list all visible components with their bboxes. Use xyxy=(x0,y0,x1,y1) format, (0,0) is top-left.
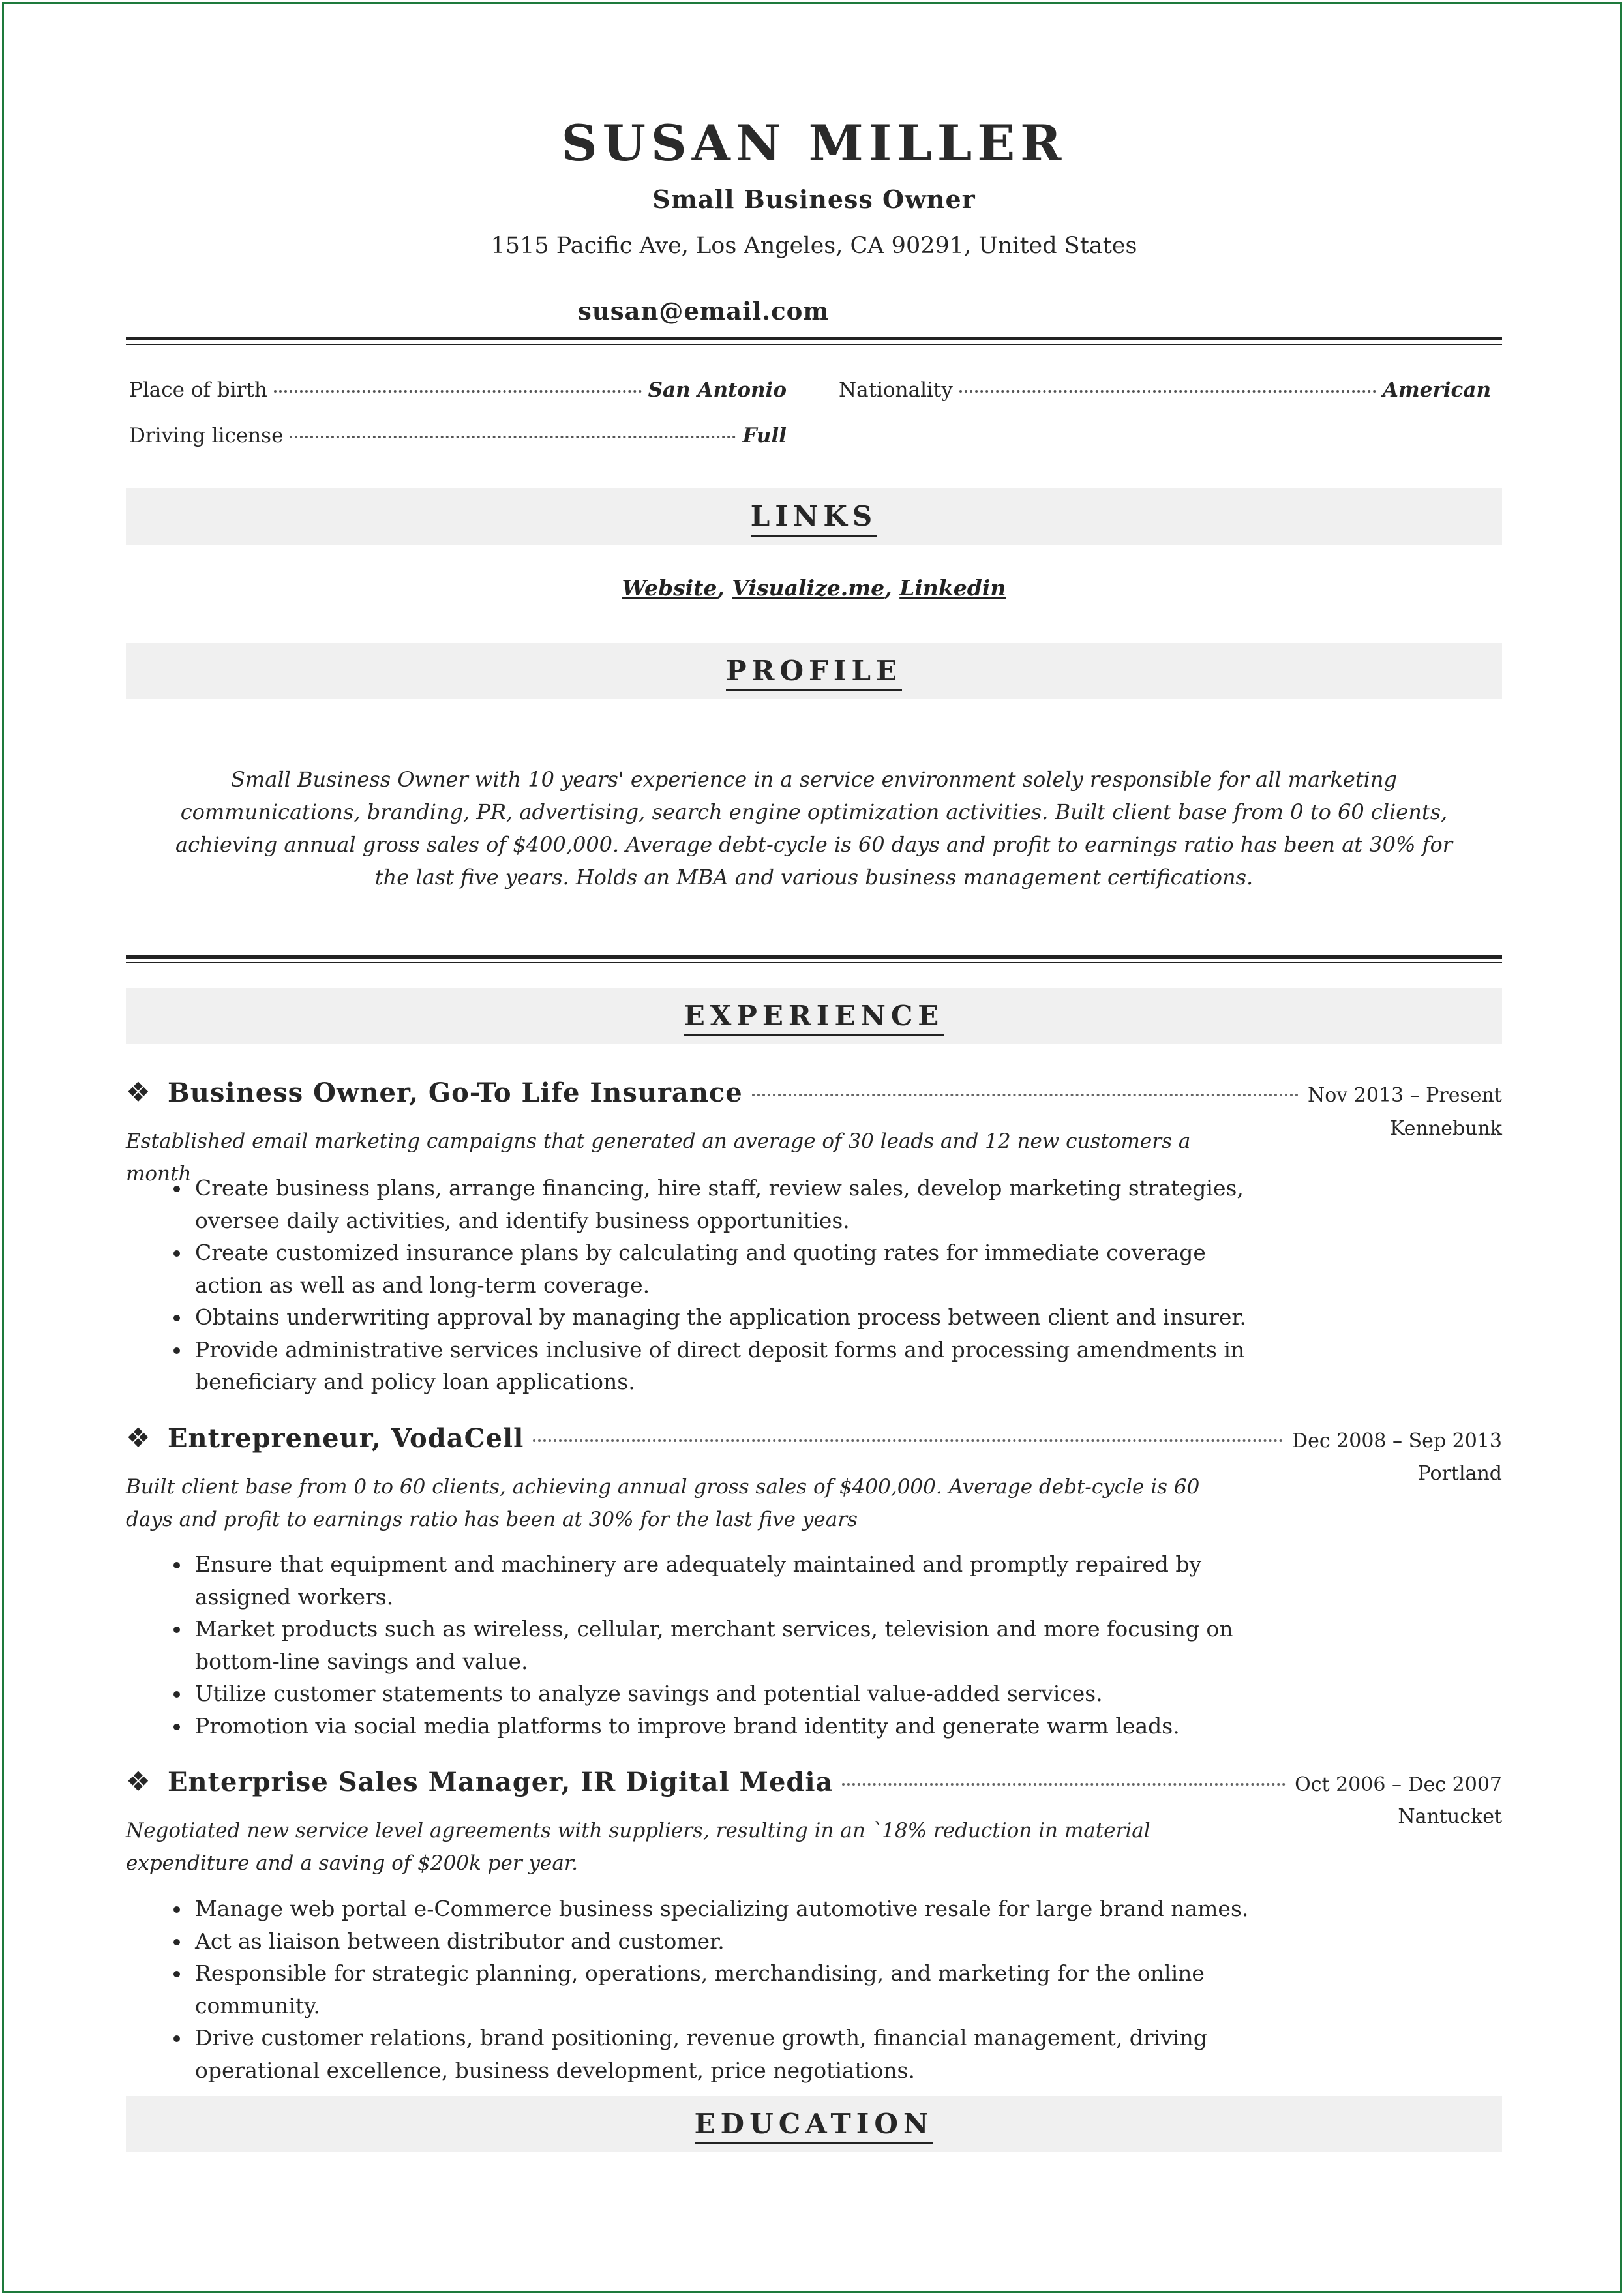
job-location: Nantucket xyxy=(1398,1805,1502,1828)
list-item: • Promotion via social media platforms to improve brand identity and generate warm leads. xyxy=(191,1710,1261,1743)
dot-leader xyxy=(959,390,1376,393)
list-item: • Manage web portal e-Commerce business specializing automotive resale for large brand names. xyxy=(191,1893,1261,1925)
education-section-header xyxy=(126,2096,1502,2152)
list-item: • Responsible for strategic planning, operations, merchandising, and marketing for the online community. xyxy=(191,1957,1261,2022)
profile-heading: PROFILE xyxy=(726,655,902,691)
dot-leader xyxy=(842,1783,1286,1786)
dot-leader xyxy=(290,436,736,438)
job-header xyxy=(126,1422,1502,1454)
job-location: Portland xyxy=(1417,1462,1502,1485)
job-dates: Oct 2006 – Dec 2007 xyxy=(1295,1773,1502,1796)
driving-license-value: Full xyxy=(742,424,787,447)
job-summary: Built client base from 0 to 60 clients, achieving annual gross sales of $400,000. Average debt-cycle is 60 days and profit to earnings ratio has been at 30% for the last five years xyxy=(126,1475,1200,1531)
diamond-bullet-icon: ❖ xyxy=(126,1076,151,1108)
job-summary: Established email marketing campaigns that generated an average of 30 leads and 12 new customers a month xyxy=(126,1130,1191,1186)
experience-heading: EXPERIENCE xyxy=(684,1000,944,1036)
link-separator: , xyxy=(884,575,892,601)
diamond-bullet-icon: ❖ xyxy=(126,1765,151,1797)
list-item: • Create business plans, arrange financing, hire staff, review sales, develop marketing strategies, oversee daily activities, and identify business opportunities. xyxy=(191,1172,1261,1237)
links-section-header xyxy=(126,488,1502,545)
visualize-me-link[interactable]: Visualize.me xyxy=(732,575,885,601)
place-of-birth-label: Place of birth xyxy=(129,378,267,402)
dot-leader xyxy=(752,1094,1299,1096)
list-item: • Ensure that equipment and machinery are adequately maintained and promptly repaired by assigned workers. xyxy=(191,1548,1261,1613)
job-bullets xyxy=(165,1172,1261,1398)
nationality-row xyxy=(839,378,1491,402)
link-separator: , xyxy=(717,575,725,601)
email[interactable]: susan@email.com xyxy=(578,297,830,325)
linkedin-link[interactable]: Linkedin xyxy=(899,575,1006,601)
job-header xyxy=(126,1765,1502,1797)
job-title-company: Enterprise Sales Manager, IR Digital Media xyxy=(168,1767,834,1797)
list-item: • Obtains underwriting approval by managing the application process between client and insurer. xyxy=(191,1301,1261,1334)
nationality-value: American xyxy=(1382,378,1491,402)
list-item: • Create customized insurance plans by calculating and quoting rates for immediate coverage action as well as and long-term coverage. xyxy=(191,1237,1261,1301)
list-item: • Act as liaison between distributor and customer. xyxy=(191,1925,1261,1958)
job-bullets xyxy=(165,1893,1261,2086)
job-title: Small Business Owner xyxy=(652,185,976,214)
job-bullets xyxy=(165,1548,1261,1742)
links-list xyxy=(126,575,1502,601)
list-item: • Drive customer relations, brand positioning, revenue growth, financial management, driving operational excellence, business development, price negotiations. xyxy=(191,2022,1261,2086)
driving-license-row xyxy=(129,424,787,447)
education-heading: EDUCATION xyxy=(695,2108,934,2144)
profile-text: Small Business Owner with 10 years' experience in a service environment solely responsible for all marketing communications, branding, PR, advertising, search engine optimization activities. Built client base from 0 to 60 clients, achieving annual gross sales of $400,000. Average debt-cycle is 60 days and profit to earnings ratio has been at 30% for the last five years. Holds an MBA and various business management certifications. xyxy=(175,767,1453,890)
place-of-birth-row xyxy=(129,378,787,402)
diamond-bullet-icon: ❖ xyxy=(126,1422,151,1454)
header-divider xyxy=(126,337,1502,345)
job-title-company: Entrepreneur, VodaCell xyxy=(168,1423,524,1454)
profile-section-header xyxy=(126,643,1502,699)
profile-divider xyxy=(126,955,1502,963)
job-summary: Negotiated new service level agreements with suppliers, resulting in an `18% reduction in material expenditure and a saving of $200k per year. xyxy=(126,1819,1150,1875)
job-title-company: Business Owner, Go-To Life Insurance xyxy=(168,1077,743,1108)
job-header xyxy=(126,1076,1502,1108)
job-dates: Nov 2013 – Present xyxy=(1307,1084,1502,1107)
links-heading: LINKS xyxy=(751,500,877,537)
driving-license-label: Driving license xyxy=(129,424,284,447)
candidate-name: SUSAN MILLER xyxy=(561,114,1067,172)
address: 1515 Pacific Ave, Los Angeles, CA 90291, United States xyxy=(490,233,1137,259)
dot-leader xyxy=(533,1439,1283,1442)
list-item: • Market products such as wireless, cellular, merchant services, television and more focusing on bottom-line savings and value. xyxy=(191,1613,1261,1677)
job-location: Kennebunk xyxy=(1390,1117,1502,1140)
job-dates: Dec 2008 – Sep 2013 xyxy=(1292,1430,1502,1452)
experience-section-header xyxy=(126,988,1502,1044)
dot-leader xyxy=(274,390,642,393)
website-link[interactable]: Website xyxy=(622,575,717,601)
nationality-label: Nationality xyxy=(839,378,953,402)
list-item: • Provide administrative services inclusive of direct deposit forms and processing amendments in beneficiary and policy loan applications. xyxy=(191,1334,1261,1398)
list-item: • Utilize customer statements to analyze savings and potential value-added services. xyxy=(191,1677,1261,1710)
place-of-birth-value: San Antonio xyxy=(648,378,787,402)
